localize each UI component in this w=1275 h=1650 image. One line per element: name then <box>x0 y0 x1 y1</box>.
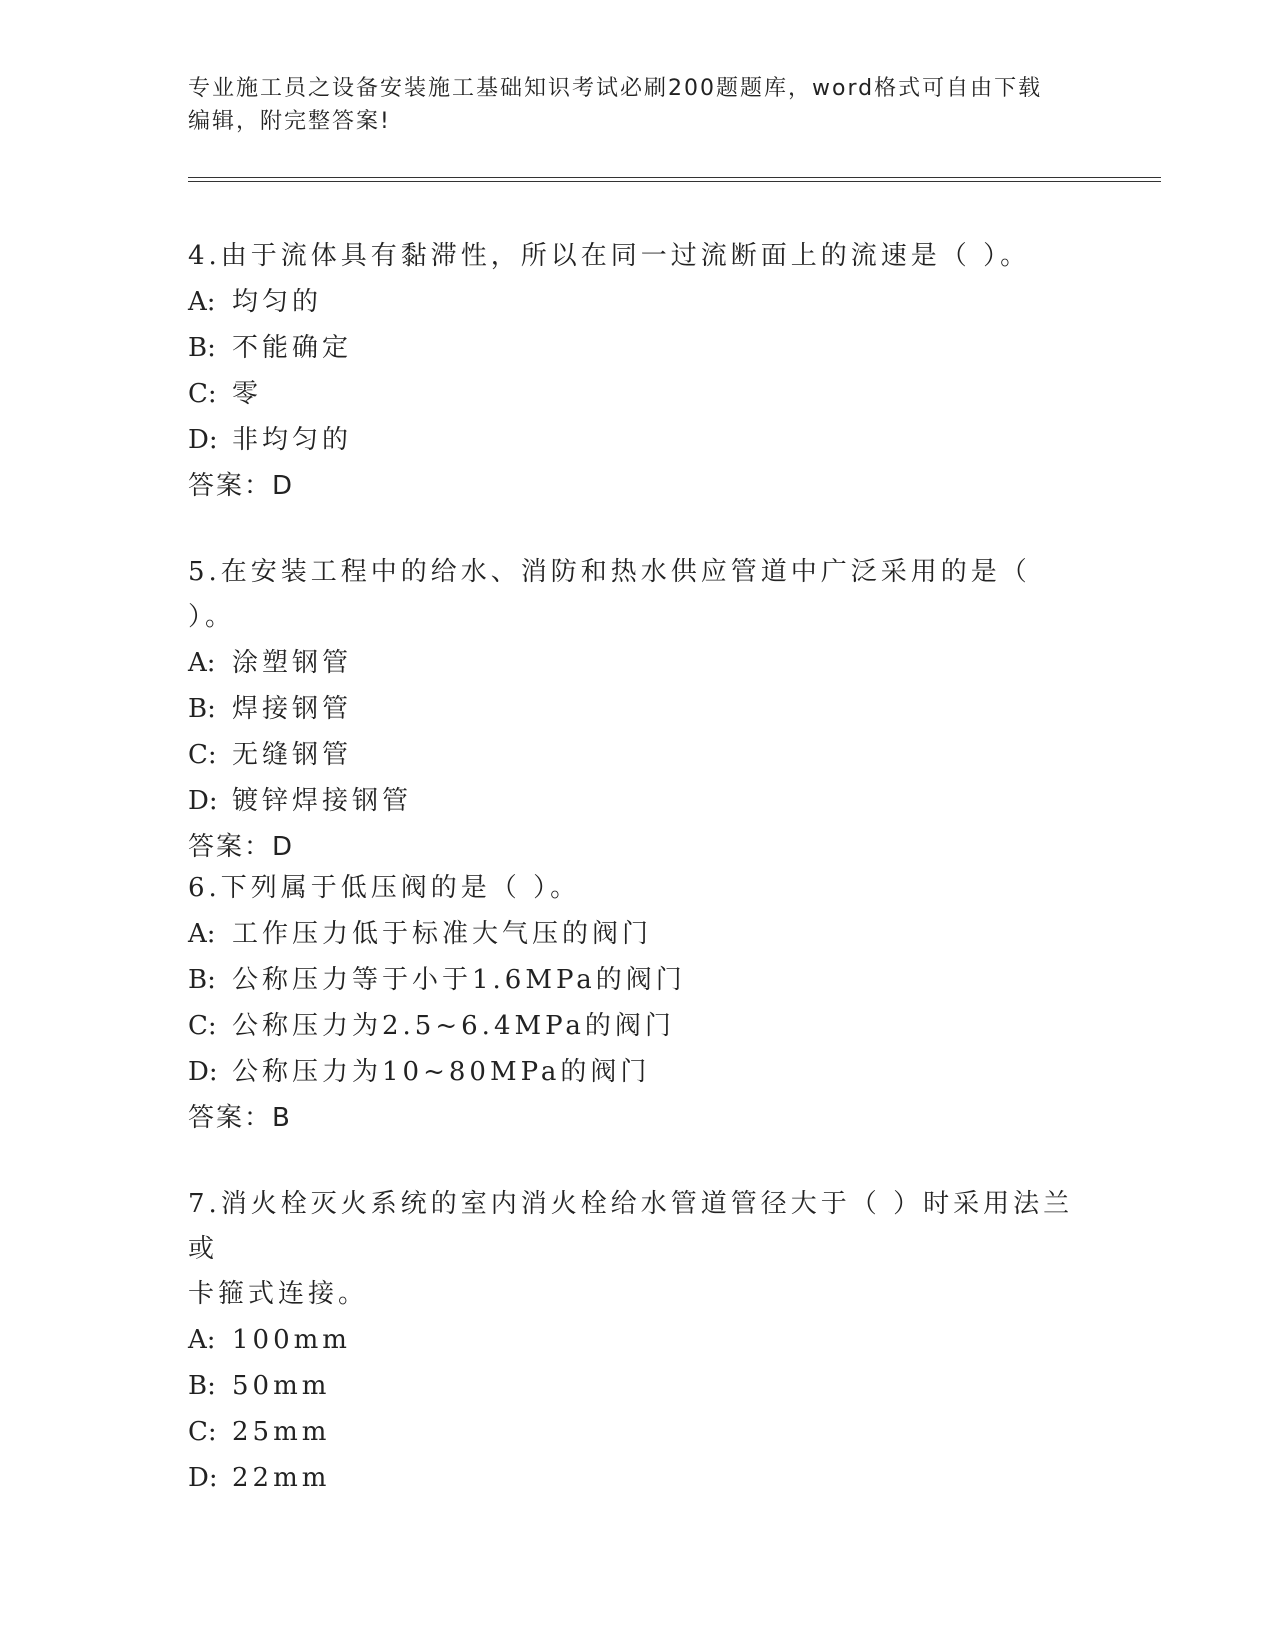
option-d <box>188 1049 1088 1095</box>
option-text: 镀锌焊接钢管 <box>232 786 413 816</box>
option-letter: A: <box>188 648 216 678</box>
option-letter: A: <box>188 919 216 949</box>
header-line-1: 专业施工员之设备安装施工基础知识考试必刷200题题库，word格式可自由下载 <box>188 76 1043 101</box>
option-text: 公称压力为10~80MPa的阀门 <box>232 1057 651 1087</box>
option-c <box>188 732 1088 778</box>
option-a <box>188 279 1088 325</box>
option-letter: C: <box>188 740 217 770</box>
header-line-2: 编辑，附完整答案! <box>188 109 391 134</box>
option-d <box>188 778 1088 824</box>
option-letter: B: <box>188 333 216 363</box>
option-b <box>188 1363 1088 1409</box>
option-c <box>188 1409 1088 1455</box>
answer: 答案：D <box>188 471 295 501</box>
document-header <box>188 72 1088 138</box>
option-b <box>188 957 1088 1003</box>
option-letter: A: <box>188 1325 216 1355</box>
option-letter: C: <box>188 379 217 409</box>
question-stem-line-2: 卡箍式连接。 <box>188 1279 369 1309</box>
question-stem-line-1: 7.消火栓灭火系统的室内消火栓给水管道管径大于（ ）时采用法兰或 <box>188 1189 1074 1264</box>
option-text: 不能确定 <box>232 333 353 363</box>
answer: 答案：B <box>188 1103 292 1133</box>
question-stem: 5.在安装工程中的给水、消防和热水供应管道中广泛采用的是（ ）。 <box>188 557 1031 632</box>
option-text: 工作压力低于标准大气压的阀门 <box>232 919 653 949</box>
option-text: 非均匀的 <box>232 425 353 455</box>
header-divider <box>188 177 1161 182</box>
option-d <box>188 417 1088 463</box>
option-letter: B: <box>188 694 216 724</box>
option-d <box>188 1455 1088 1501</box>
option-text: 无缝钢管 <box>232 740 353 770</box>
option-letter: D: <box>188 1057 218 1087</box>
option-text: 涂塑钢管 <box>232 648 353 678</box>
option-a <box>188 1317 1088 1363</box>
question-stem: 4.由于流体具有黏滞性，所以在同一过流断面上的流速是（ ）。 <box>188 241 1031 271</box>
option-letter: B: <box>188 965 216 995</box>
option-b <box>188 686 1088 732</box>
option-letter: D: <box>188 786 218 816</box>
option-a <box>188 911 1088 957</box>
option-letter: D: <box>188 425 218 455</box>
question-5 <box>188 550 1088 870</box>
option-text: 公称压力等于小于1.6MPa的阀门 <box>232 965 686 995</box>
question-7 <box>188 1182 1088 1501</box>
option-c <box>188 1003 1088 1049</box>
option-letter: C: <box>188 1011 217 1041</box>
option-text: 零 <box>232 379 263 409</box>
option-letter: B: <box>188 1371 216 1401</box>
answer: 答案：D <box>188 832 295 862</box>
option-letter: D: <box>188 1463 218 1493</box>
question-stem: 6.下列属于低压阀的是（ ）。 <box>188 873 581 903</box>
option-text: 22mm <box>232 1463 331 1493</box>
option-c <box>188 371 1088 417</box>
question-4 <box>188 234 1088 509</box>
option-a <box>188 640 1088 686</box>
option-text: 25mm <box>232 1417 331 1447</box>
option-text: 焊接钢管 <box>232 694 353 724</box>
question-6 <box>188 866 1088 1141</box>
option-text: 50mm <box>232 1371 331 1401</box>
option-text: 公称压力为2.5~6.4MPa的阀门 <box>232 1011 675 1041</box>
option-letter: A: <box>188 287 216 317</box>
option-letter: C: <box>188 1417 217 1447</box>
option-text: 100mm <box>232 1325 351 1355</box>
option-b <box>188 325 1088 371</box>
option-text: 均匀的 <box>232 287 323 317</box>
